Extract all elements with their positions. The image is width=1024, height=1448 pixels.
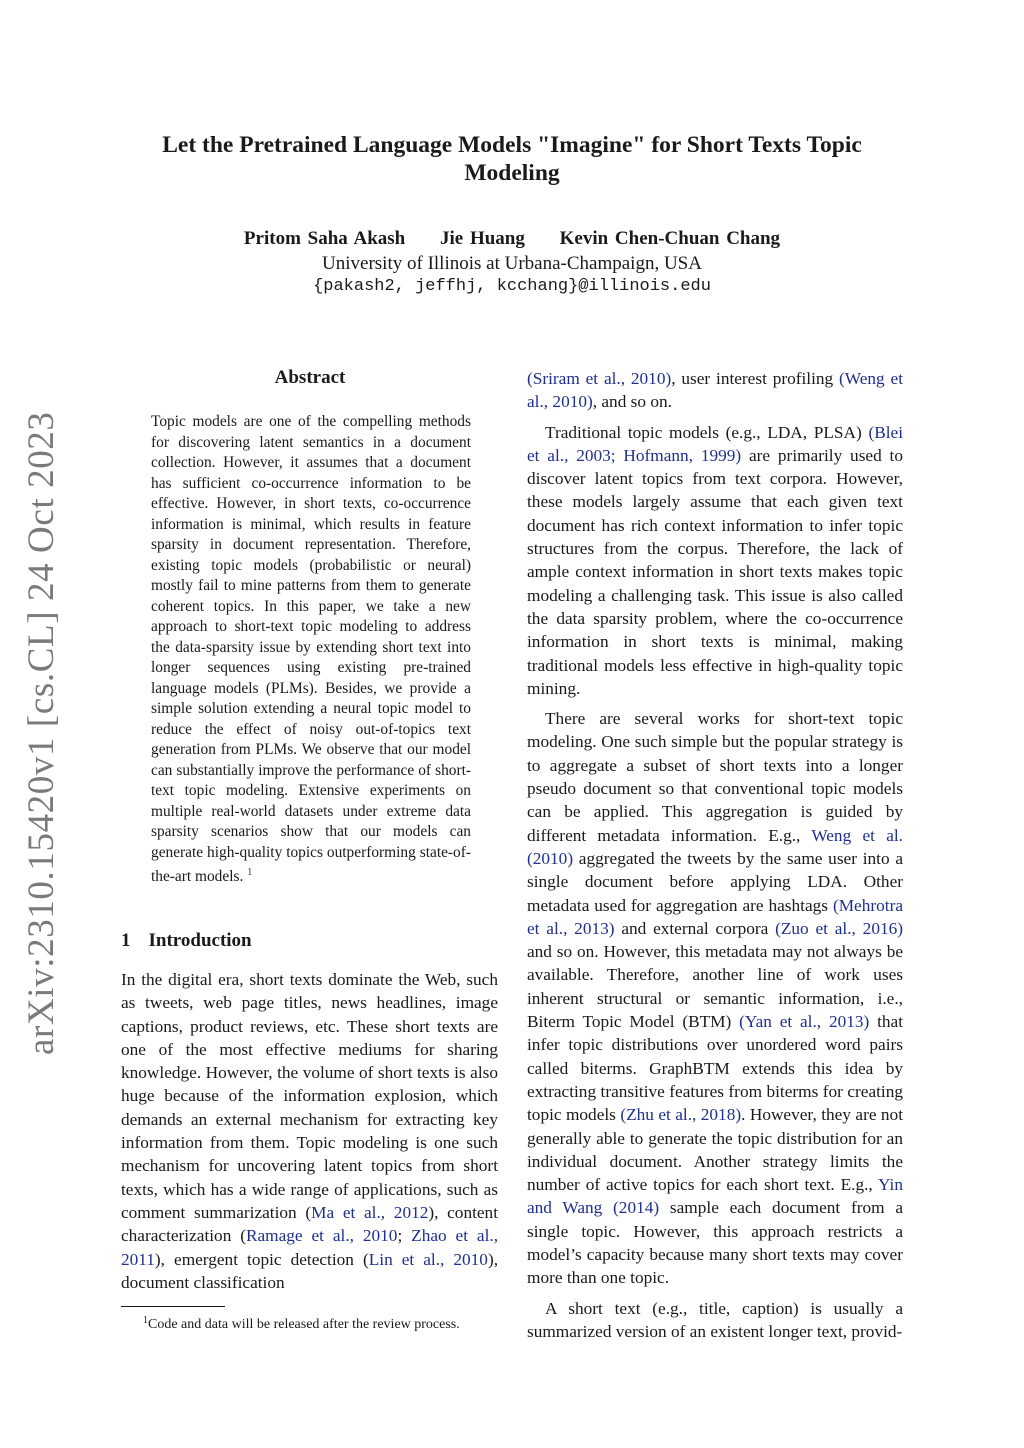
text-run: ; <box>397 1226 412 1246</box>
citation-link[interactable]: (Yan et al., 2013) <box>739 1012 870 1032</box>
text-run: , and so on. <box>592 392 672 412</box>
text-run: In the digital era, short texts dominate the Web, such as tweets, web page titles, news headlines, image captions, product reviews, etc. These short texts are one of the most effective mediums for sharing knowledge. However, the volume of short texts is also huge because of the information explosion, which demands an external mechanism for extracting key information from them. Topic modeling is one such mechanism for uncovering latent topics from short texts, which has a wide range of applications, such as comment summarization ( <box>121 970 498 1222</box>
author-emails: {pakash2, jeffhj, kcchang}@illinois.edu <box>313 277 711 296</box>
text-run: sample each document from a single topic. However, this approach restricts a model’s capacity because many short texts may cover more than one topic. <box>527 1198 903 1288</box>
text-run: aggregated the tweets by the same user into a single document before applying LDA. Other metadata used for aggregation are hashtags <box>527 848 903 915</box>
author-affiliation: University of Illinois at Urbana-Champaign, USA <box>322 253 702 274</box>
citation-link[interactable]: (Blei et al., 2003; Hofmann, 1999) <box>527 422 903 465</box>
citation-link[interactable]: Yin and Wang (2014) <box>527 1175 903 1218</box>
author-list <box>130 227 894 251</box>
citation-link[interactable]: Zhao et al., 2011 <box>121 1226 499 1269</box>
section-heading-introduction <box>121 929 501 953</box>
citation-link[interactable]: (Zhu et al., 2018) <box>620 1105 742 1125</box>
section-number: 1 <box>121 930 131 951</box>
abstract-heading: Abstract <box>274 367 346 388</box>
author-name: Jie Huang <box>439 228 525 249</box>
text-run: Traditional topic models (e.g., LDA, PLSA) <box>545 422 869 442</box>
citation-link[interactable]: Weng et al. (2010) <box>527 825 903 868</box>
text-run: and so on. However, this metadata may not always be available. Therefore, another line of work uses inherent structural or semantic information, i.e., Biterm Topic Model (BTM) <box>527 942 903 1032</box>
footnote-link[interactable]: 1 <box>247 867 253 878</box>
paragraph <box>527 1297 903 1344</box>
text-run: ), content characterization ( <box>121 1202 498 1246</box>
author-name: Pritom Saha Akash <box>243 228 406 249</box>
footnote-mark: 1 <box>143 1315 148 1326</box>
paragraph <box>527 707 903 1289</box>
text-run: are primarily used to discover latent topics from text corpora. However, these models largely assume that each given text document has rich context information to infer topic structures from the corpus. Therefore, the lack of ample context information in short texts makes topic modeling a challenging task. This issue is also called the data sparsity problem, where the co-occurrence information in short texts is minimal, making traditional models less effective in high-quality topic mining. <box>527 445 903 698</box>
text-run: A short text (e.g., title, caption) is usually a summarized version of an existent longer text, provid- <box>527 1298 903 1341</box>
arxiv-identifier-stamp: arXiv:2310.15420v1 [cs.CL] 24 Oct 2023 <box>21 411 62 1055</box>
abstract-text: Topic models are one of the compelling methods for discovering latent semantics in a document collection. However, it assumes that a document has sufficient co-occurrence information to be effective. However, in short texts, co-occurrence information is minimal, which results in feature sparsity in document representation. Therefore, existing topic models (probabilistic or neural) mostly fail to mine patterns from them to generate coherent topics. In this paper, we take a new approach to short-text topic modeling to address the data-sparsity issue by extending short text into longer sequences using existing pre-trained language models (PLMs). Besides, we provide a simple solution extending a neural topic model to reduce the effect of noisy out-of-topics text generation from PLMs. We observe that our model can substantially improve the performance of short-text topic modeling. Extensive experiments on multiple real-world datasets under extreme data sparsity scenarios show that our models can generate high-quality topics outperforming state-of-the-art models. <box>151 413 471 886</box>
text-run: that infer topic distributions over unordered word pairs called biterms. GraphBTM extends this idea by extracting transitive features from biterms for creating topic models <box>527 1012 903 1125</box>
text-run: , user interest profiling <box>671 369 840 388</box>
section-title: Introduction <box>148 930 252 951</box>
paper-title: Let the Pretrained Language Models "Imagine" for Short Texts Topic Modeling <box>162 132 862 186</box>
text-run: and external corpora <box>614 918 776 938</box>
citation-link[interactable]: (Zuo et al., 2016) <box>775 918 903 938</box>
footnote-divider <box>121 1306 225 1307</box>
introduction-paragraph <box>121 968 498 1294</box>
citation-link[interactable]: (Sriram et al., 2010) <box>527 369 672 388</box>
footnote-text: Code and data will be released after the review process. <box>148 1317 460 1332</box>
citation-link[interactable]: Ma et al., 2012 <box>311 1202 429 1222</box>
text-run: ), document classification <box>121 1249 499 1292</box>
paragraph <box>527 421 903 701</box>
citation-link[interactable]: (Weng et al., 2010) <box>527 369 903 412</box>
citation-link[interactable]: Lin et al., 2010 <box>368 1249 488 1269</box>
text-run: There are several works for short-text topic modeling. One such simple but the popular strategy is to aggregate a subset of short texts into a longer pseudo document so that conventional topic models can be applied. This aggregation is guided by different metadata information. E.g., <box>527 709 903 845</box>
abstract-body <box>151 412 471 888</box>
right-column <box>527 367 903 1350</box>
citation-link[interactable]: (Mehrotra et al., 2013) <box>527 895 903 938</box>
author-name: Kevin Chen-Chuan Chang <box>559 228 781 249</box>
citation-link[interactable]: Ramage et al., 2010 <box>245 1226 398 1246</box>
text-run: . However, they are not generally able to generate the topic distribution for an individual document. Another strategy limits the number of active topics for each short text. E.g., <box>527 1105 903 1195</box>
text-run: ), emergent topic detection ( <box>154 1249 369 1269</box>
paragraph <box>527 367 903 414</box>
footnote <box>121 1311 501 1334</box>
